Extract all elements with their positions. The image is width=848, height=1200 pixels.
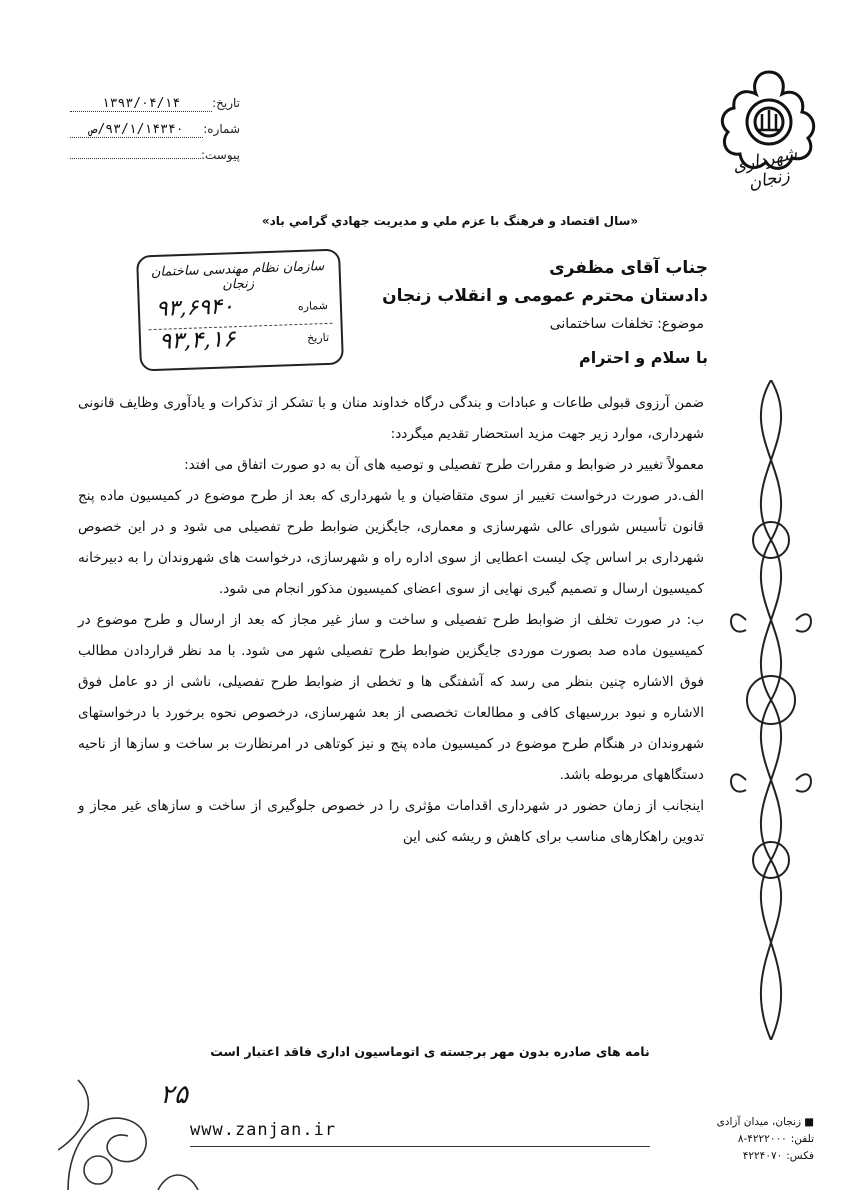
letter-body: [78, 388, 704, 853]
stamp-date-label: تاریخ: [306, 330, 330, 345]
stamp-title: سازمان نظام مهندسی ساختمان زنجان: [150, 259, 325, 293]
number-value: ۹۳/۱/۱۴۳۴۰/ص: [70, 122, 203, 138]
contact-block: [664, 1114, 814, 1165]
date-value: ۱۳۹۳/۰۴/۱۴: [70, 96, 212, 112]
attachment-value: [70, 158, 201, 159]
body-paragraph: ب: در صورت تخلف از ضوابط طرح تفصیلی و ساخت و ساز غیر مجاز که بعد از ارسال و طرح موضوع در کمیسیون ماده صد بصورت موردی جایگزین ضوابط طرح تفصیلی شهر می شود. با مد نظر قراردادن مطالب فوق الاشاره چنین بنظر می رسد که آشفتگی ها و تخطی از ضوابط طرح تفصیلی، ناشی از دو عامل فوق الاشاره و نبود بررسیهای کافی و مطالعات تخصصی از بعد شهرسازی، درخصوص نحوه برخورد با درخواستهای شهروندان در هنگام طرح موضوع در کمیسیون ماده پنج و نیز کوتاهی در امرنظارت بر ساخت و سازها از ناحیه دستگاههای مربوطه باشد.: [78, 612, 704, 783]
subject-line: [368, 316, 708, 342]
receipt-stamp: [136, 248, 344, 371]
attachment-label: پیوست:: [200, 148, 240, 162]
phone-label: تلفن:: [790, 1133, 814, 1145]
corner-ornament-icon: [58, 1040, 208, 1190]
logo-caption: شهرداری زنجان: [730, 143, 799, 194]
subject-label: موضوع:: [657, 316, 704, 332]
subject-value: تخلفات ساختمانی: [549, 316, 654, 332]
body-paragraph: اینجانب از زمان حضور در شهرداری اقدامات مؤثری را در خصوص جلوگیری از ساخت و سازهای غیر مجاز و تدوین راهکارهای مناسب برای کاهش و ریشه کنی این: [78, 798, 704, 845]
fax-value: ۴۲۲۴۰۷۰: [742, 1150, 783, 1162]
body-paragraph: الف.در صورت درخواست تغییر از سوی متقاضیان و یا شهرداری که بعد از طرح موضوع در کمیسیون ماده پنج قانون تأسیس شورای عالی شهرسازی و معماری، جایگزین ضوابط طرح تفصیلی می شود و در این خصوص شهرداری بر اساس چک لیست اعطایی از سوی اداره راه و شهرسازی، درخواست های شهروندان را به دبیرخانه کمیسیون ارسال و تصمیم گیری نهایی از سوی اعضای کمیسیون مذکور انجام می شود.: [78, 488, 704, 597]
side-ornament-icon: [716, 380, 826, 1040]
motto: «سال اقتصاد و فرهنگ با عزم ملي و مديريت جهادي گرامي باد»: [261, 214, 639, 228]
greeting: با سلام و احترام: [579, 348, 708, 367]
phone-value: ۴۲۲۲۰۰۰-۸: [737, 1133, 787, 1145]
contact-phone: [664, 1131, 814, 1148]
number-row: [70, 122, 240, 148]
stamp-date: ۹۳,۴,۱۶: [158, 326, 236, 355]
page-number: ۲۵: [160, 1080, 188, 1110]
attachment-row: [70, 148, 240, 174]
date-row: [70, 96, 240, 122]
fax-label: فکس:: [786, 1150, 814, 1162]
addressee-title: دادستان محترم عمومی و انقلاب زنجان: [382, 286, 708, 306]
contact-fax: [664, 1148, 814, 1165]
letter-meta: [70, 96, 240, 174]
address-text: زنجان، میدان آزادی: [716, 1116, 802, 1128]
date-label: تاریخ:: [212, 96, 240, 110]
body-paragraph: معمولاً تغییر در ضوابط و مقررات طرح تفصیلی و توصیه های آن به دو صورت اتفاق می افتد:: [184, 457, 704, 473]
footer-rule: [190, 1146, 650, 1147]
stamp-number: ۹۳,۶۹۴۰: [155, 294, 235, 322]
bullet-icon: ■: [804, 1116, 814, 1128]
body-paragraph: ضمن آرزوی قبولی طاعات و عبادات و بندگی درگاه خداوند منان و با تشکر از تذکرات و یادآوری وظایف قانونی شهرداری، موارد زیر جهت مزید استحضار تقدیم میگردد:: [78, 395, 704, 442]
stamp-number-label: شماره: [297, 298, 329, 313]
number-label: شماره:: [203, 122, 240, 136]
addressee-name: جناب آقای مظفری: [549, 258, 708, 278]
website-link[interactable]: www.zanjan.ir: [190, 1120, 337, 1140]
validity-note: نامه های صادره بدون مهر برجسته ی اتوماسیون اداری فاقد اعتبار است: [210, 1044, 650, 1059]
contact-address: [664, 1114, 814, 1131]
addressee-block: [368, 258, 708, 367]
